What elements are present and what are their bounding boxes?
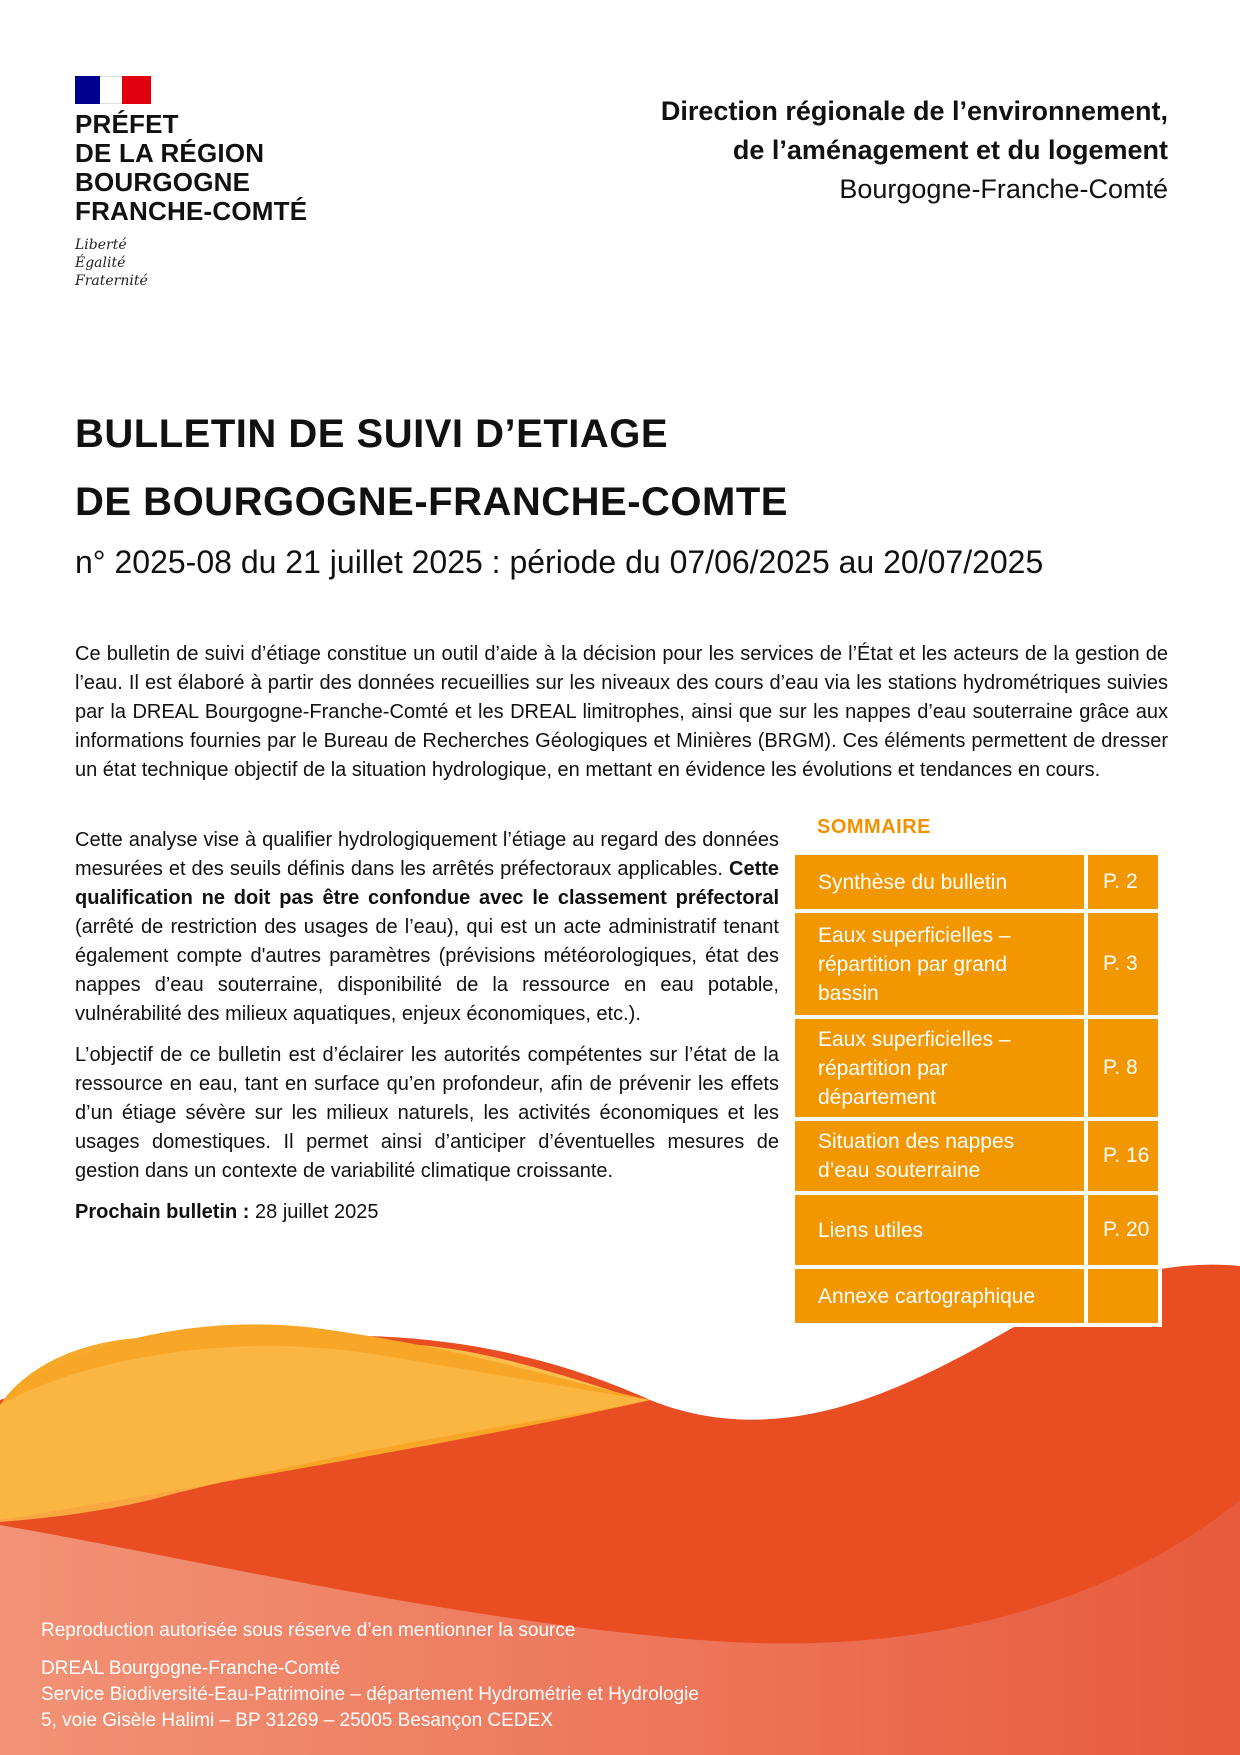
toc-item[interactable] — [795, 1121, 1165, 1191]
footer-address: 5, voie Gisèle Halimi – BP 31269 – 25005 Besançon CEDEX — [41, 1710, 553, 1731]
analysis-text-2: (arrêté de restriction des usages de l’eau), qui est un acte administratif tenant également compte d'autres paramètres (prévisions météorologiques, état des nappes d’eau souterraine, disponibilité de la ressource en eau potable, vulnérabilité des milieux aquatiques, enjeux économiques, etc.). — [75, 916, 779, 1025]
toc-item-page[interactable]: P. 2 — [1088, 855, 1158, 909]
toc-item[interactable] — [795, 1019, 1165, 1117]
toc-item-label[interactable]: Annexe cartographique — [795, 1269, 1084, 1323]
toc-item[interactable] — [795, 855, 1165, 909]
intro-paragraph: Ce bulletin de suivi d’étiage constitue un outil d’aide à la décision pour les services de l’État et les acteurs de la gestion de l’eau. Il est élaboré à partir des données recueillies sur les niveaux des cours d’eau via les stations hydrométriques suivies par la DREAL Bourgogne-Franche-Comté et les DREAL limitrophes, ainsi que sur les nappes d’eau souterraine grâce aux informations fournies par le Bureau de Recherches Géologiques et Minières (BRGM). Ces éléments permettent de dresser un état technique objectif de la situation hydrologique, en mettant en évidence les évolutions et tendances en cours. — [75, 643, 1168, 781]
dreal-header-line-1: Direction régionale de l’environnement, — [660, 96, 1168, 126]
toc-item-page[interactable]: P. 20 — [1088, 1195, 1158, 1265]
toc-item-label[interactable]: Synthèse du bulletin — [795, 855, 1084, 909]
toc-item-label[interactable]: Situation des nappes d’eau souterraine — [795, 1121, 1084, 1191]
republic-motto — [75, 236, 355, 290]
toc-item-page[interactable]: P. 3 — [1088, 913, 1158, 1015]
toc-item-page[interactable]: P. 16 — [1088, 1121, 1158, 1191]
motto-egalite: Égalité — [75, 255, 126, 271]
toc-item[interactable] — [795, 913, 1165, 1015]
title-line-1: BULLETIN DE SUIVI D’ETIAGE — [75, 412, 669, 456]
prefet-line-2: DE LA RÉGION — [75, 138, 265, 168]
page-title — [75, 400, 1175, 536]
footer-org: DREAL Bourgogne-Franche-Comté — [41, 1658, 341, 1679]
bulletin-subtitle: n° 2025-08 du 21 juillet 2025 : période du 07/06/2025 au 20/07/2025 — [75, 544, 1044, 580]
body-column — [75, 826, 779, 1239]
prefet-line-4: FRANCHE-COMTÉ — [75, 196, 308, 226]
dreal-header-line-2: de l’aménagement et du logement — [732, 135, 1168, 165]
toc-item[interactable] — [795, 1195, 1165, 1265]
toc-item-label[interactable]: Liens utiles — [795, 1195, 1084, 1265]
next-bulletin — [75, 1198, 779, 1227]
footer-service: Service Biodiversité-Eau-Patrimoine – département Hydrométrie et Hydrologie — [41, 1684, 699, 1705]
toc-item-page[interactable] — [1088, 1269, 1158, 1323]
analysis-bold-text: Cette qualification ne doit pas être confondue avec le classement préfectoral — [75, 858, 780, 909]
sommaire-title: SOMMAIRE — [817, 816, 931, 838]
reproduction-notice: Reproduction autorisée sous réserve d’en mentionner la source — [41, 1620, 576, 1641]
motto-liberte: Liberté — [75, 237, 127, 253]
prefet-line-3: BOURGOGNE — [75, 167, 251, 197]
objective-paragraph: L’objectif de ce bulletin est d’éclairer les autorités compétentes sur l’état de la ressource en eau, tant en surface qu’en profondeur, afin de prévenir les effets d’un étiage sévère sur les milieux naturels, les activités économiques et les usages domestiques. Il permet ainsi d’anticiper d’éventuelles mesures de gestion dans un contexte de variabilité climatique croissante. — [75, 1044, 779, 1182]
next-bulletin-label: Prochain bulletin : — [75, 1201, 250, 1223]
toc-item-page[interactable]: P. 8 — [1088, 1019, 1158, 1117]
toc-item[interactable] — [795, 1269, 1165, 1323]
page-footer — [41, 1618, 699, 1734]
toc-item-label[interactable]: Eaux superficielles – répartition par grand bassin — [795, 913, 1084, 1015]
analysis-text-1: Cette analyse vise à qualifier hydrologiquement l’étiage au regard des données mesurées et des seuils définis dans les arrêtés préfectoraux applicables. — [75, 829, 779, 880]
dreal-header-region: Bourgogne-Franche-Comté — [839, 174, 1168, 204]
prefet-logo — [75, 76, 355, 290]
analysis-paragraph — [75, 826, 779, 1029]
prefet-wordmark — [75, 110, 355, 226]
toc-item-label[interactable]: Eaux superficielles – répartition par département — [795, 1019, 1084, 1117]
title-line-2: DE BOURGOGNE-FRANCHE-COMTE — [75, 480, 788, 524]
motto-fraternite: Fraternité — [75, 273, 148, 289]
next-bulletin-date: 28 juillet 2025 — [255, 1201, 379, 1223]
sommaire-table — [795, 855, 1165, 1327]
prefet-line-1: PRÉFET — [75, 109, 179, 139]
marianne-flag-icon — [75, 76, 151, 104]
dreal-header — [661, 92, 1168, 209]
